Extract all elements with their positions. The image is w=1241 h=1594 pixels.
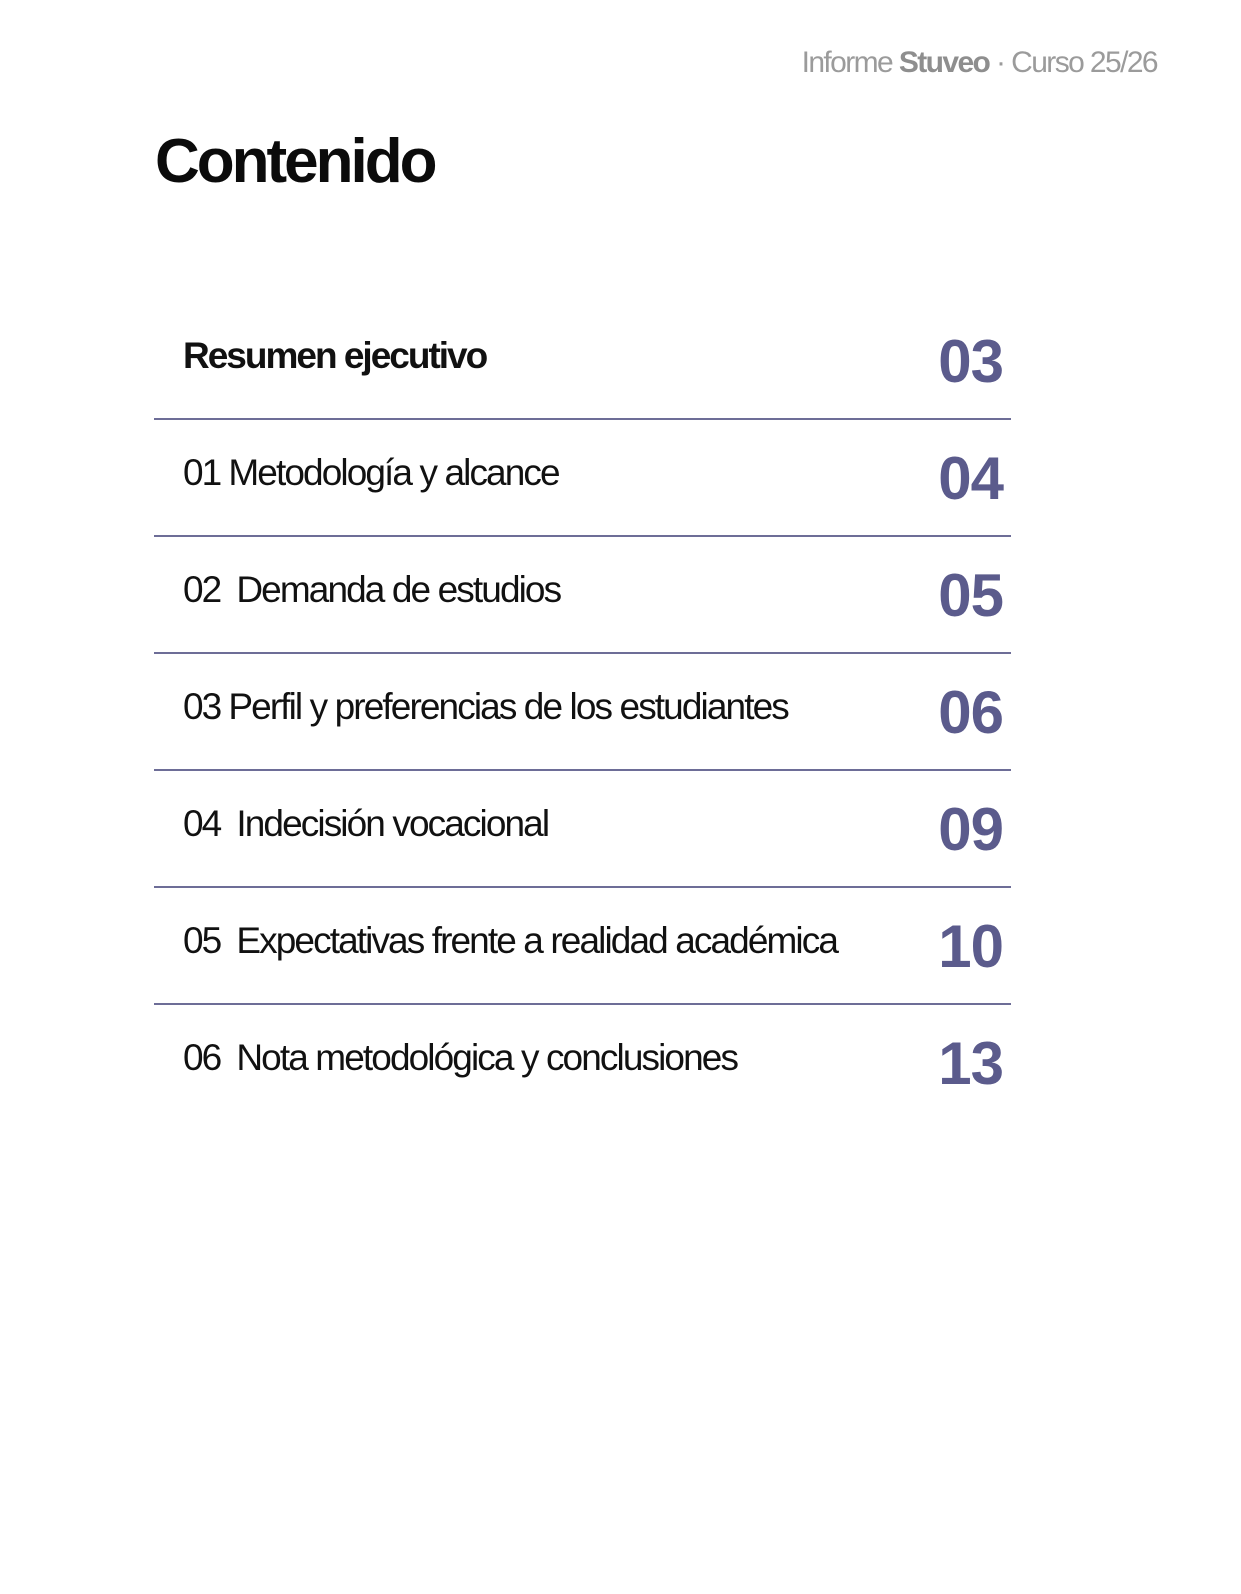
header-brand: Stuveo [898,46,990,79]
header-prefix: Informe [801,46,893,79]
toc-entry-label [183,804,548,845]
page-title: Contenido [155,127,435,196]
toc-entry-number: 01 [183,452,221,493]
toc-entry-title: Perfil y preferencias de los estudiantes [228,686,788,727]
report-header [802,46,1157,80]
toc-entry-executive-summary[interactable] [154,303,1011,420]
toc-entry-page: 04 [938,445,1003,512]
toc-entry-number: 04 [183,803,221,844]
toc-entry-expectations[interactable] [154,888,1011,1005]
toc-entry-label [183,336,486,377]
toc-entry-indecision[interactable] [154,771,1011,888]
toc-entry-number: 03 [183,686,221,727]
toc-entry-page: 10 [938,913,1003,980]
table-of-contents [154,303,1011,1122]
toc-entry-title: Nota metodológica y conclusiones [236,1037,738,1078]
toc-entry-page: 03 [938,328,1003,395]
header-suffix: · Curso 25/26 [996,46,1157,79]
toc-entry-label [183,1038,737,1079]
toc-entry-title: Demanda de estudios [236,569,561,610]
toc-entry-number: 06 [183,1037,221,1078]
toc-entry-label [183,921,837,962]
toc-entry-conclusions[interactable] [154,1005,1011,1122]
toc-entry-number: 02 [183,569,221,610]
toc-entry-title: Indecisión vocacional [236,803,549,844]
toc-entry-page: 05 [938,562,1003,629]
toc-entry-profile[interactable] [154,654,1011,771]
toc-entry-label [183,570,560,611]
toc-entry-label [183,687,788,728]
toc-entry-page: 06 [938,679,1003,746]
toc-entry-demand[interactable] [154,537,1011,654]
toc-entry-number: 05 [183,920,221,961]
toc-entry-page: 09 [938,796,1003,863]
toc-entry-page: 13 [938,1030,1003,1097]
toc-entry-label [183,453,559,494]
toc-entry-title: Resumen ejecutivo [183,335,487,376]
toc-entry-title: Expectativas frente a realidad académica [236,920,838,961]
toc-entry-title: Metodología y alcance [228,452,559,493]
toc-entry-methodology[interactable] [154,420,1011,537]
